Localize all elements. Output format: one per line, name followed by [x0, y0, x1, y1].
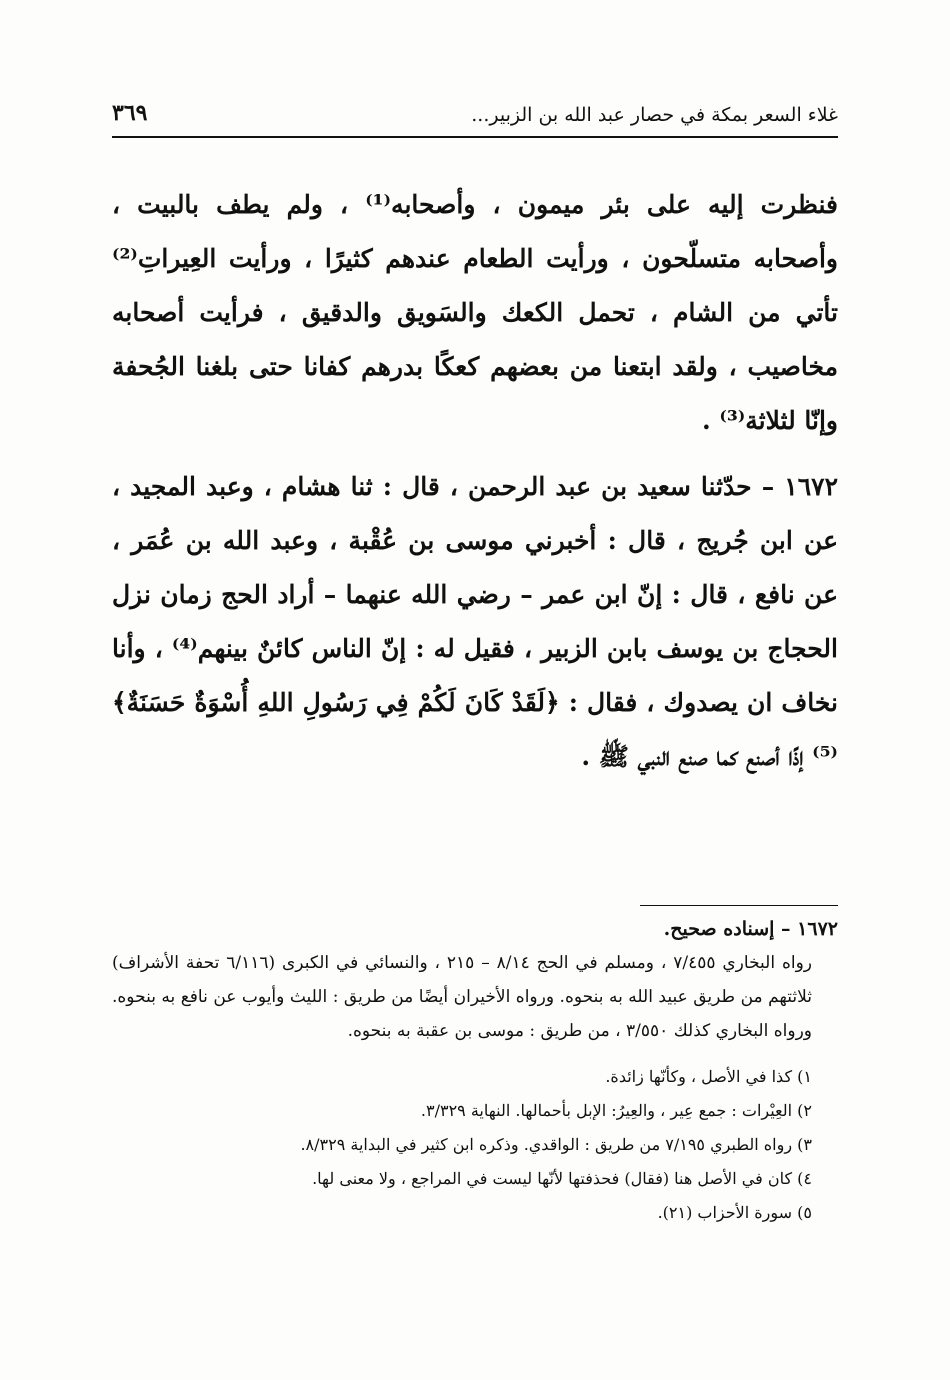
- running-header: [112, 98, 838, 138]
- footnote-5: ٥) سورة الأحزاب (٢١).: [657, 1203, 812, 1222]
- footnote-list: [112, 1060, 838, 1230]
- takhrij-text: رواه البخاري ٧/٤٥٥ ، ومسلم في الحج ٨/١٤ – ٢١٥ ، والنسائي في الكبرى (٦/١١٦ تحفة الأشراف) ثلاثتهم من طريق عبيد الله به بنحوه. ورواه الأخيران أيضًا من طريق : الليث وأيوب عن نافع به بنحوه. ورواه البخاري كذلك ٣/٥٥٠ ، من طريق : موسى بن عقبة به بنحوه.: [112, 953, 813, 1041]
- footnote-4: ٤) كان في الأصل هنا (فقال) فحذفتها لأنّها ليست في المراجع ، ولا معنى لها.: [312, 1169, 812, 1188]
- hadith-1672: ١٦٧٢ – حدّثنا سعيد بن عبد الرحمن ، قال : ثنا هشام ، وعبد المجيد ، عن ابن جُريج ، قال : أخبرني موسى بن عُقْبة ، وعبد الله بن عُمَر ، عن نافع ، قال : إنّ ابن عمر – رضي الله عنهما – أراد الحج زمان نزل الحجاج بن يوسف بابن الزبير ، فقيل له : إنّ الناس كائنٌ بينهم⁽⁴⁾ ، وأنا نخاف ان يصدوك ، فقال : ﴿لَقَدْ كَانَ لَكُمْ فِي رَسُولِ اللهِ أُسْوَةٌ حَسَنَةٌ﴾⁽⁵⁾ إذًا أصنع كما صنع النبي ﷺ .: [112, 472, 838, 771]
- paragraph-continuation: فنظرت إليه على بئر ميمون ، وأصحابه⁽¹⁾ ، ولم يطف بالبيت ، وأصحابه متسلّحون ، ورأيت الطعام عندهم كثيرًا ، ورأيت العِيراتِ⁽²⁾ تأتي من الشام ، تحمل الكعك والسَويق والدقيق ، فرأيت أصحابه مخاصيب ، ولقد ابتعنا من بعضهم كعكًا بدرهم كفانا حتى بلغنا الجُحفة وإنّا لثلاثة⁽³⁾ .: [112, 190, 838, 435]
- footnote-2: ٢) العِيْرات : جمع عِير ، والعِيرُ: الإبل بأحمالها. النهاية ٣/٣٢٩.: [420, 1101, 812, 1120]
- main-text: [112, 178, 838, 784]
- takhrij-heading: ١٦٧٢ – إسناده صحيح.: [663, 918, 838, 940]
- footnotes-section: [112, 912, 838, 1230]
- running-title: غلاء السعر بمكة في حصار عبد الله بن الزبير...: [471, 104, 838, 126]
- footnote-separator: [640, 905, 838, 906]
- footnote-3: ٣) رواه الطبري ٧/١٩٥ من طريق : الواقدي. وذكره ابن كثير في البداية ٨/٣٢٩.: [300, 1135, 812, 1154]
- page-number: ٣٦٩: [112, 100, 148, 126]
- footnote-1: ١) كذا في الأصل ، وكأنّها زائدة.: [605, 1067, 812, 1086]
